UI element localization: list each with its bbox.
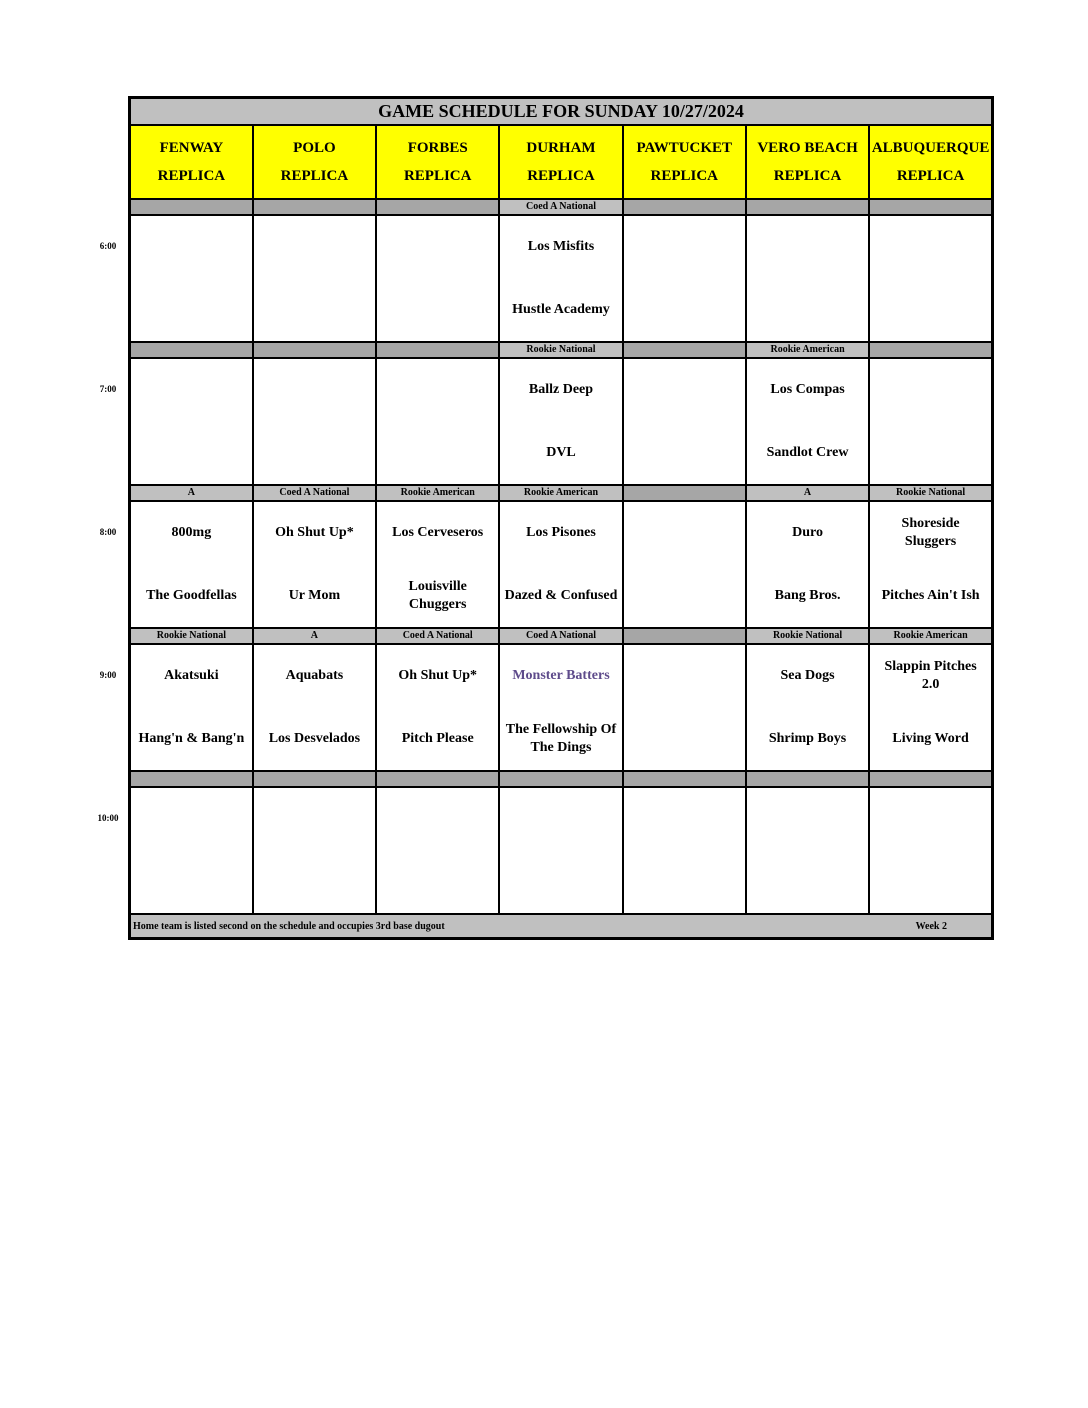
division-label: Rookie American: [376, 485, 499, 501]
matchup: [377, 216, 498, 341]
division-label: [253, 771, 376, 787]
field-type: REPLICA: [157, 168, 226, 184]
game-cell: [746, 787, 869, 914]
division-label: [746, 771, 869, 787]
game-cell: [130, 215, 253, 342]
matchup: [377, 645, 498, 770]
game-cell: [499, 215, 622, 342]
matchup: [377, 502, 498, 627]
field-type: REPLICA: [650, 168, 719, 184]
division-label: Rookie National: [746, 628, 869, 644]
matchup: [377, 359, 498, 484]
game-row: [130, 787, 993, 914]
game-cell: [623, 215, 746, 342]
matchup: [870, 359, 991, 484]
field-header: [869, 125, 992, 199]
away-team: Oh Shut Up*: [398, 668, 477, 684]
game-cell: [376, 501, 499, 628]
home-team: [377, 422, 498, 485]
matchup: [131, 645, 252, 770]
division-label: [623, 485, 746, 501]
home-team: Sandlot Crew: [766, 444, 849, 460]
matchup: [254, 359, 375, 484]
home-team: [377, 851, 498, 914]
matchup: [747, 216, 868, 341]
game-row: [130, 501, 993, 628]
field-type: REPLICA: [280, 168, 349, 184]
home-team: [254, 279, 375, 342]
home-team: [870, 279, 991, 342]
matchup: [870, 216, 991, 341]
division-label: Rookie National: [130, 628, 253, 644]
home-team: Louisville Chuggers: [408, 578, 467, 612]
away-team: Los Misfits: [527, 239, 595, 255]
field-type: REPLICA: [403, 168, 472, 184]
home-team: [131, 851, 252, 914]
home-team: [624, 565, 745, 628]
matchup: [624, 359, 745, 484]
away-team: Ballz Deep: [528, 382, 594, 398]
game-cell: [376, 215, 499, 342]
game-cell: [623, 787, 746, 914]
footer-content: [131, 921, 991, 932]
time-label: 9:00: [99, 670, 117, 680]
division-label: Rookie American: [499, 485, 622, 501]
home-team: [624, 708, 745, 771]
home-team: Living Word: [892, 730, 969, 746]
game-cell: [869, 215, 992, 342]
field-header: [499, 125, 622, 199]
matchup: [500, 359, 621, 484]
division-label: [130, 342, 253, 358]
home-team: [747, 279, 868, 342]
game-cell: [746, 358, 869, 485]
away-team: [870, 216, 991, 279]
away-team: [254, 359, 375, 422]
division-label: [869, 342, 992, 358]
home-team: Dazed & Confused: [504, 587, 618, 603]
away-team: Duro: [792, 525, 823, 541]
game-cell: [623, 501, 746, 628]
footer-row: [130, 914, 993, 939]
matchup: [131, 216, 252, 341]
field-name: VERO BEACH: [757, 140, 858, 156]
away-team: [377, 216, 498, 279]
field-name: POLO: [293, 140, 336, 156]
field-header: [130, 125, 253, 199]
matchup: [500, 788, 621, 913]
home-team: [624, 851, 745, 914]
home-team: [624, 279, 745, 342]
matchup: [747, 359, 868, 484]
division-label: [623, 628, 746, 644]
field-header: [623, 125, 746, 199]
away-team: Monster Batters: [512, 668, 610, 684]
home-team: [500, 851, 621, 914]
division-label: [623, 342, 746, 358]
away-team: Los Cerveseros: [392, 525, 484, 541]
away-team: 800mg: [171, 525, 212, 541]
away-team: [500, 788, 621, 851]
division-label: [623, 199, 746, 215]
game-cell: [499, 358, 622, 485]
division-label: [376, 771, 499, 787]
away-team: [624, 359, 745, 422]
division-label: Rookie American: [869, 628, 992, 644]
away-team: [747, 216, 868, 279]
game-cell: [130, 501, 253, 628]
division-label: Coed A National: [499, 199, 622, 215]
division-label: [253, 342, 376, 358]
division-label: Rookie National: [869, 485, 992, 501]
game-cell: [499, 644, 622, 771]
away-team: Akatsuki: [164, 668, 219, 684]
home-team: Shrimp Boys: [768, 730, 847, 746]
matchup: [500, 502, 621, 627]
division-label: [130, 771, 253, 787]
home-team-note: Home team is listed second on the schedule and occupies 3rd base dugout: [133, 920, 445, 932]
field-type: REPLICA: [527, 168, 595, 184]
division-label: A: [130, 485, 253, 501]
division-label: Coed A National: [253, 485, 376, 501]
home-team: Hustle Academy: [512, 301, 610, 317]
division-label: [623, 771, 746, 787]
matchup: [624, 502, 745, 627]
time-label: 8:00: [99, 527, 117, 537]
home-team: [624, 422, 745, 485]
time-label: 6:00: [99, 241, 117, 251]
schedule-sheet: [128, 96, 994, 951]
matchup: [624, 645, 745, 770]
time-column: [88, 96, 128, 951]
division-label: [869, 199, 992, 215]
away-team: [870, 788, 991, 851]
game-row: [130, 215, 993, 342]
away-team: [254, 788, 375, 851]
game-cell: [376, 787, 499, 914]
field-header: [746, 125, 869, 199]
away-team: [377, 788, 498, 851]
home-team: Hang'n & Bang'n: [138, 730, 245, 746]
matchup: [870, 502, 991, 627]
home-team: Pitches Ain't Ish: [881, 587, 980, 603]
field-type: REPLICA: [896, 168, 965, 184]
game-cell: [869, 644, 992, 771]
home-team: [254, 851, 375, 914]
division-label: [253, 199, 376, 215]
field-name: FORBES: [407, 140, 468, 156]
matchup: [870, 788, 991, 913]
home-team: DVL: [546, 444, 576, 460]
home-team: [131, 279, 252, 342]
game-cell: [253, 215, 376, 342]
matchup: [131, 359, 252, 484]
away-team: [624, 502, 745, 565]
game-cell: [869, 787, 992, 914]
field-header: [253, 125, 376, 199]
game-cell: [869, 358, 992, 485]
division-label: [869, 771, 992, 787]
game-cell: [746, 644, 869, 771]
field-type: REPLICA: [773, 168, 842, 184]
home-team: [870, 422, 991, 485]
home-team: [131, 422, 252, 485]
matchup: [254, 216, 375, 341]
schedule-title: GAME SCHEDULE FOR SUNDAY 10/27/2024: [130, 98, 993, 126]
division-row: [130, 199, 993, 215]
time-label: 7:00: [99, 384, 117, 394]
game-cell: [253, 358, 376, 485]
matchup: [747, 645, 868, 770]
home-team: The Goodfellas: [146, 587, 237, 603]
division-label: [376, 199, 499, 215]
away-team: Sea Dogs: [780, 668, 835, 684]
home-team: Pitch Please: [401, 730, 474, 746]
away-team: [377, 359, 498, 422]
home-team: [870, 851, 991, 914]
matchup: [131, 788, 252, 913]
away-team: [254, 216, 375, 279]
game-row: [130, 644, 993, 771]
away-team: Los Pisones: [526, 525, 596, 541]
game-cell: [623, 358, 746, 485]
division-row: [130, 342, 993, 358]
away-team: Oh Shut Up*: [275, 525, 354, 541]
division-row: [130, 628, 993, 644]
home-team: Ur Mom: [288, 587, 341, 603]
division-label: Rookie National: [499, 342, 622, 358]
field-name: DURHAM: [526, 140, 596, 156]
home-team: The Fellowship Of The Dings: [505, 721, 617, 755]
game-cell: [746, 501, 869, 628]
matchup: [254, 502, 375, 627]
matchup: [747, 502, 868, 627]
game-cell: [499, 501, 622, 628]
matchup: [624, 216, 745, 341]
game-row: [130, 358, 993, 485]
division-label: [130, 199, 253, 215]
division-label: A: [746, 485, 869, 501]
home-team: Los Desvelados: [268, 730, 361, 746]
matchup: [131, 502, 252, 627]
game-cell: [253, 644, 376, 771]
game-cell: [499, 787, 622, 914]
division-row: [130, 771, 993, 787]
week-label: Week 2: [915, 920, 947, 932]
game-cell: [130, 358, 253, 485]
away-team: [131, 788, 252, 851]
matchup: [870, 645, 991, 770]
division-label: [376, 342, 499, 358]
away-team: [131, 359, 252, 422]
matchup: [377, 788, 498, 913]
game-cell: [376, 358, 499, 485]
field-name: FENWAY: [159, 140, 224, 156]
matchup: [500, 216, 621, 341]
field-header: [376, 125, 499, 199]
away-team: Los Compas: [770, 382, 845, 398]
away-team: Shoreside Sluggers: [901, 516, 960, 550]
division-row: [130, 485, 993, 501]
home-team: [747, 851, 868, 914]
game-cell: [253, 787, 376, 914]
schedule-table: [128, 96, 994, 940]
field-name: PAWTUCKET: [636, 140, 733, 156]
footer-cell: [130, 914, 993, 939]
away-team: [624, 216, 745, 279]
division-label: Coed A National: [499, 628, 622, 644]
away-team: [624, 788, 745, 851]
game-cell: [130, 644, 253, 771]
away-team: Slappin Pitches 2.0: [884, 659, 977, 693]
away-team: [624, 645, 745, 708]
time-label: 10:00: [97, 813, 119, 823]
game-cell: [623, 644, 746, 771]
division-label: Coed A National: [376, 628, 499, 644]
away-team: Aquabats: [285, 668, 344, 684]
division-label: [746, 199, 869, 215]
away-team: [747, 788, 868, 851]
game-cell: [746, 215, 869, 342]
game-cell: [253, 501, 376, 628]
away-team: [131, 216, 252, 279]
division-label: A: [253, 628, 376, 644]
away-team: [870, 359, 991, 422]
matchup: [624, 788, 745, 913]
game-cell: [130, 787, 253, 914]
home-team: [254, 422, 375, 485]
game-cell: [376, 644, 499, 771]
field-name: ALBUQUERQUE: [871, 140, 990, 156]
division-label: [499, 771, 622, 787]
matchup: [500, 645, 621, 770]
game-cell: [869, 501, 992, 628]
matchup: [254, 645, 375, 770]
matchup: [747, 788, 868, 913]
matchup: [254, 788, 375, 913]
home-team: [377, 279, 498, 342]
division-label: Rookie American: [746, 342, 869, 358]
home-team: Bang Bros.: [774, 587, 841, 603]
